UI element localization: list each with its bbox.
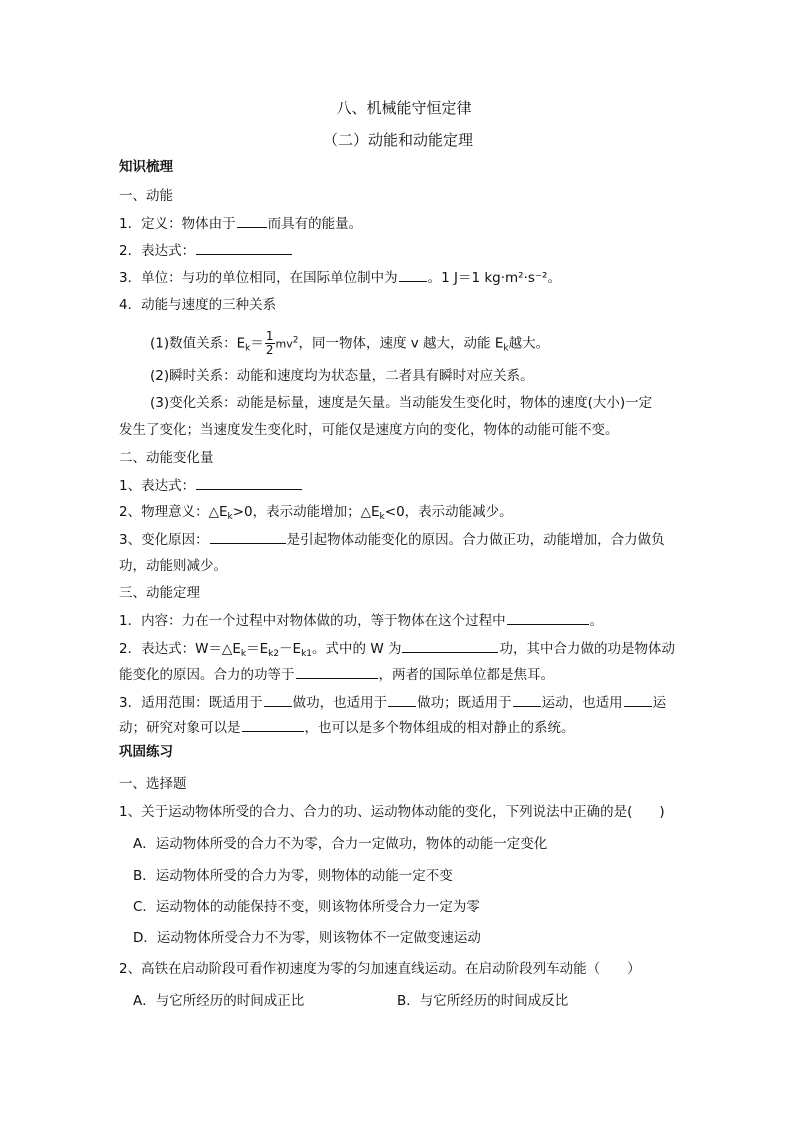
part2-meaning [119, 502, 513, 527]
subscript: k [240, 649, 247, 659]
part3-expression-cont [119, 664, 554, 685]
part1-heading: 一、动能 [119, 188, 173, 204]
q1-option-c[interactable]: C．运动物体的动能保持不变，则该物体所受合力一定为零 [133, 899, 480, 915]
text: (1)数值关系：E [150, 335, 246, 352]
section-practice-heading: 巩固练习 [119, 744, 173, 760]
fill-blank[interactable] [399, 267, 427, 282]
q1-option-b[interactable]: B．运动物体所受的合力为零，则物体的动能一定不变 [133, 868, 453, 884]
superscript: 2 [292, 335, 299, 346]
text: >0，表示动能增加；△E [232, 504, 380, 520]
text: 。1 J＝1 kg·m²·s⁻²。 [427, 270, 561, 286]
subscript: k [503, 343, 509, 354]
text: 运 [652, 695, 667, 711]
relation-change-line2: 发生了变化；当速度发生变化时，可能仅是速度方向的变化，物体的动能可能不变。 [119, 422, 619, 438]
text: 而具有的能量。 [267, 216, 363, 232]
text: 是引起物体动能变化的原因。合力做正功，动能增加，合力做负 [286, 532, 665, 548]
text: <0，表示动能减少。 [384, 504, 513, 520]
subscript: k [245, 343, 251, 354]
text: 3．单位：与功的单位相同，在国际单位制中为 [119, 270, 398, 286]
text: 1．定义：物体由于 [119, 216, 236, 232]
text: ＝E [246, 641, 269, 657]
part2-expression [119, 475, 303, 496]
part1-definition [119, 213, 362, 234]
text: 1．内容：力在一个过程中对物体做的功，等于物体在这个过程中 [119, 613, 506, 629]
text: 能变化的原因。合力的功等于 [119, 667, 295, 683]
part1-relations-heading: 4．动能与速度的三种关系 [119, 297, 277, 313]
text: 。 [589, 613, 604, 629]
text: 3、变化原因： [119, 532, 209, 548]
practice-heading: 一、选择题 [119, 776, 187, 792]
fill-blank[interactable] [624, 692, 652, 707]
text: 1、表达式： [119, 478, 196, 494]
q2-option-b[interactable]: B．与它所经历的时间成反比 [397, 993, 569, 1009]
text: 2．表达式：W＝△E [119, 641, 241, 657]
part1-expression [119, 240, 293, 261]
subscript: k [227, 512, 233, 522]
part3-heading: 三、动能定理 [119, 585, 200, 601]
relation-change-line1: (3)变化关系：动能是标量，速度是矢量。当动能发生变化时，物体的速度(大小)一定 [150, 395, 653, 411]
part3-scope [119, 692, 666, 713]
text: ＝ [250, 335, 264, 352]
q1-option-a[interactable]: A．运动物体所受的合力不为零，合力一定做功，物体的动能一定变化 [133, 836, 548, 852]
text: 做功，也适用于 [292, 695, 388, 711]
fill-blank[interactable] [242, 717, 304, 732]
fill-blank[interactable] [264, 692, 292, 707]
subscript: k1 [301, 649, 313, 659]
text: 运动，也适用 [541, 695, 623, 711]
fill-blank[interactable] [388, 692, 416, 707]
text: 做功；既适用于 [417, 695, 512, 711]
fill-blank[interactable] [513, 692, 541, 707]
text: 功，其中合力做的功是物体动 [499, 641, 675, 657]
relation-instantaneous: (2)瞬时关系：动能和速度均为状态量，二者具有瞬时对应关系。 [150, 368, 534, 384]
question-2: 2、高铁在启动阶段可看作初速度为零的匀加速直线运动。在启动阶段列车动能（ ） [119, 961, 641, 977]
text: 动；研究对象可以是 [119, 720, 241, 736]
text: 。式中的 W 为 [312, 641, 402, 657]
section-knowledge-heading: 知识梳理 [119, 159, 173, 175]
q2-option-a[interactable]: A．与它所经历的时间成正比 [133, 993, 305, 1009]
denominator: 2 [265, 343, 274, 357]
page-title: 八、机械能守恒定律 [336, 99, 472, 117]
part1-unit [119, 267, 561, 288]
relation-numeric [150, 330, 549, 359]
page-subtitle: （二）动能和动能定理 [322, 131, 473, 149]
text: －E [279, 641, 302, 657]
text: 2．表达式： [119, 243, 196, 259]
part3-scope-cont [119, 717, 575, 738]
fill-blank[interactable] [196, 475, 302, 490]
part2-heading: 二、动能变化量 [119, 450, 214, 466]
text: mv [275, 337, 293, 351]
question-1: 1、关于运动物体所受的合力、合力的功、运动物体动能的变化，下列说法中正确的是( ) [119, 804, 665, 820]
text: 3．适用范围：既适用于 [119, 695, 263, 711]
subscript: k [379, 512, 385, 522]
part2-cause-cont: 功，动能则减少。 [119, 558, 227, 574]
part3-expression [119, 638, 675, 664]
fill-blank[interactable] [196, 240, 292, 255]
fill-blank[interactable] [507, 610, 589, 625]
text: 越大。 [508, 335, 550, 352]
q1-option-d[interactable]: D．运动物体所受合力不为零，则该物体不一定做变速运动 [133, 930, 481, 946]
fraction-half [265, 330, 275, 357]
numerator: 1 [265, 329, 274, 343]
text: 2、物理意义：△E [119, 504, 228, 520]
part2-cause [119, 529, 665, 550]
fill-blank[interactable] [296, 664, 378, 679]
text: ，两者的国际单位都是焦耳。 [378, 667, 554, 683]
fill-blank[interactable] [402, 638, 498, 653]
text: ，同一物体，速度 v 越大，动能 E [298, 335, 504, 352]
fill-blank[interactable] [210, 529, 286, 544]
subscript: k2 [268, 649, 280, 659]
part3-content [119, 610, 603, 631]
text: ，也可以是多个物体组成的相对静止的系统。 [304, 720, 575, 736]
fill-blank[interactable] [237, 213, 267, 228]
